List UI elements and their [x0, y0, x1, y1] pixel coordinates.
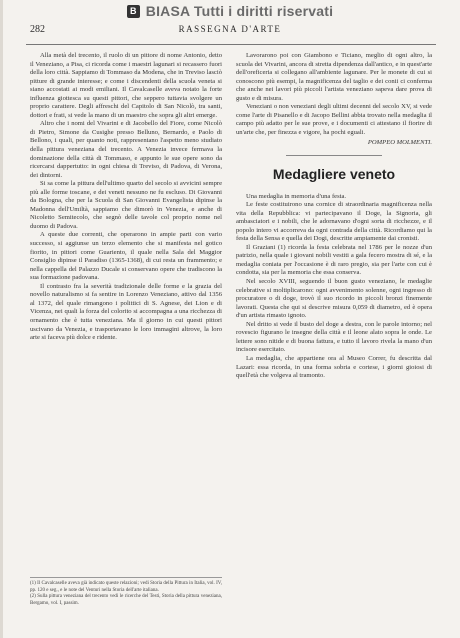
paragraph: A queste due correnti, che operarono in ampie parti con vario successo, si aggiunse un terzo elemento che si manifesta nel gotico fiorito, in pittori come Guariento, il quale nella Sala del Maggior Consiglio dipinse il Paradiso (1365-1368), di cui resta un frammento; e nella cappella del Palazzo Ducale si conservano opere che tradiscono la sua formazione padovana.	[30, 231, 222, 282]
page-number: 282	[30, 24, 45, 35]
footnote: (2) Sulla pittura veneziana del trecento vedi le ricerche del Testi, Storia della pittura veneziana, Bergamo, vol. I, passim.	[30, 594, 222, 606]
paragraph: Il contrasto fra la severità tradizionale delle forme e la grazia del novello naturalismo si fa sentire in Lorenzo Veneziano, attivo dal 1356 al 1372, del quale rimangono i polittici di S. Agnese, dei Lion e di Vicenza, nei quali la forza del colorito si accompagna a una ricchezza di ornamento che è tutta veneziana. Ma il giorno in cui questi pittori uscivano da Venezia, e trasportavano le loro immagini altrove, la loro arte si faceva più dolce e ridente.	[30, 282, 222, 342]
left-column	[30, 52, 222, 343]
watermark-text: BIASA Tutti i diritti riservati	[145, 3, 334, 19]
paragraph: Nel dritto si vede il busto del doge a destra, con le parole intorno; nel rovescio figurano le insegne della città e il leone alato sopra le onde. Le lettere sono nitide e di buona fattura, e tutto il lavoro rivela la mano d'un incisore esercitato.	[236, 320, 432, 354]
paragraph: Le feste costituirono una cornice di straordinaria magnificenza nella vita della Repubblica: vi partecipavano il Doge, la Signoria, gli ambasciatori e i nobili, che le adornavano d'ogni sorta di ricchezze, e il popolo intero vi accorreva da ogni contrada della città. Ricordiamo qui la festa della Sensa e quella dei Dogi, descritte ampiamente dai cronisti.	[236, 201, 432, 243]
paragraph: Una medaglia in memoria d'una festa.	[246, 192, 347, 200]
footnotes	[30, 577, 222, 607]
biasa-logo-icon: B	[127, 5, 140, 18]
paragraph: Altro che i nomi del Vivarini e di Jacobello del Fiore, come Nicolò di Pietro, Simone da Cusighe presso Belluno, Bernardo, e Paolo di Bellono, i quali, per quanto noti, rappresentano l'aspetto meno studiato della pittura veneziana del trecento. A Venezia invece fermava la dominazione della città di Tommaso, e appunto le sue opere sono da ricercarsi dappertutto: in ogni chiesa di Treviso, di Padova, di Verona, dei dintorni.	[30, 120, 222, 179]
right-column	[236, 52, 432, 381]
section-heading: Medagliere veneto	[272, 166, 396, 183]
footnote: (1) Il Cavalcaselle aveva già indicato queste relazioni; vedi Storia della Pittura in Italia, vol. IV, pp. 120 e seg., e le note del Venturi nella Storia dell'arte italiana.	[30, 581, 222, 593]
paragraph: La medaglia, che appartiene ora al Museo Correr, fu descritta dal Lazari: essa ricorda, in una forma sobria e cortese, i giorni gioiosi di quell'età che volgeva al tramonto.	[236, 354, 432, 380]
watermark	[0, 0, 460, 22]
author-signature: POMPEO MOLMENTI.	[367, 139, 432, 147]
page-header	[0, 24, 460, 42]
running-title: RASSEGNA D'ARTE	[178, 24, 282, 34]
paragraph: Veneziani o non veneziani degli ultimi decenni del secolo XV, si vede come l'arte di Pisanello e di Jacopo Bellini abbia trovato nella medaglia il campo più adatto per le sue prove, e i documenti ci attestano il fiorire di un'arte che, per finezza e vigore, ha pochi eguali.	[236, 103, 432, 136]
paragraph: Lavorarono poi con Giambono e Ticiano, meglio di ogni altro, la scuola dei Vivarini, ancora di stretta dipendenza dall'antico, e in quest'arte dell'oreficeria si collegano all'ambiente lagunare. Per le monete di cui si conoscono più esempi, la magnificenza del taglio e dei conii ci conferma che anche nei lavori più piccoli l'artista veneziano sapeva dare prova di gusto e di misura.	[236, 52, 432, 102]
page-edge	[0, 0, 3, 638]
section-divider	[286, 155, 382, 156]
paragraph: Nel secolo XVIII, seguendo il buon gusto veneziano, le medaglie celebrative si moltiplicarono: ogni avvenimento solenne, ogni ingresso di procuratore o di doge, trovò il suo ricordo in piccoli bronzi finemente lavorati. Questa che qui si descrive misura 0,059 di diametro, ed è opera d'un artista rimasto ignoto.	[236, 278, 432, 320]
header-rule	[26, 44, 436, 45]
paragraph: Si sa come la pittura dell'ultimo quarto del secolo si avvicini sempre più alle forme toscane, e dei veneti nessuno ne fu escluso. Di Giovanni da Bologna, che per la Scuola di San Giovanni Evangelista dipinse la Madonna dell'Umiltà, sappiamo che dimorò in Venezia, e anche di Nicoletto Semitecolo, che segnò delle tavole col proprio nome nel duomo di Padova.	[30, 180, 222, 230]
paragraph: Alla metà del trecento, il ruolo di un pittore di nome Antonio, detto il Veneziano, a Pisa, ci ricorda come i maestri lagunari si recassero fuori della loro città. Sappiamo di Tommaso da Modena, che in Treviso lasciò pitture di grande interesse; e come i discendenti della scuola veneta si siano accostati ai modi emiliani. Il Cavalcaselle aveva notato la forte influenza giottesca su questi pittori, che seppero tuttavia svolgere un proprio carattere. Degli affreschi del Capitolo di San Nicolò, tra santi, dottori e frati, si vede la mano di un maestro che sopra gli altri emerge.	[30, 52, 222, 119]
paragraph: Il Graziani (1) ricorda la festa celebrata nel 1786 per le nozze d'un patrizio, nella quale i giovani nobili vestiti a gala fecero mostra di sé, e la medaglia coniata per l'occasione è di raro pregio, sia per l'arte con cui è condotta, sia per la memoria che essa conserva.	[236, 243, 432, 277]
